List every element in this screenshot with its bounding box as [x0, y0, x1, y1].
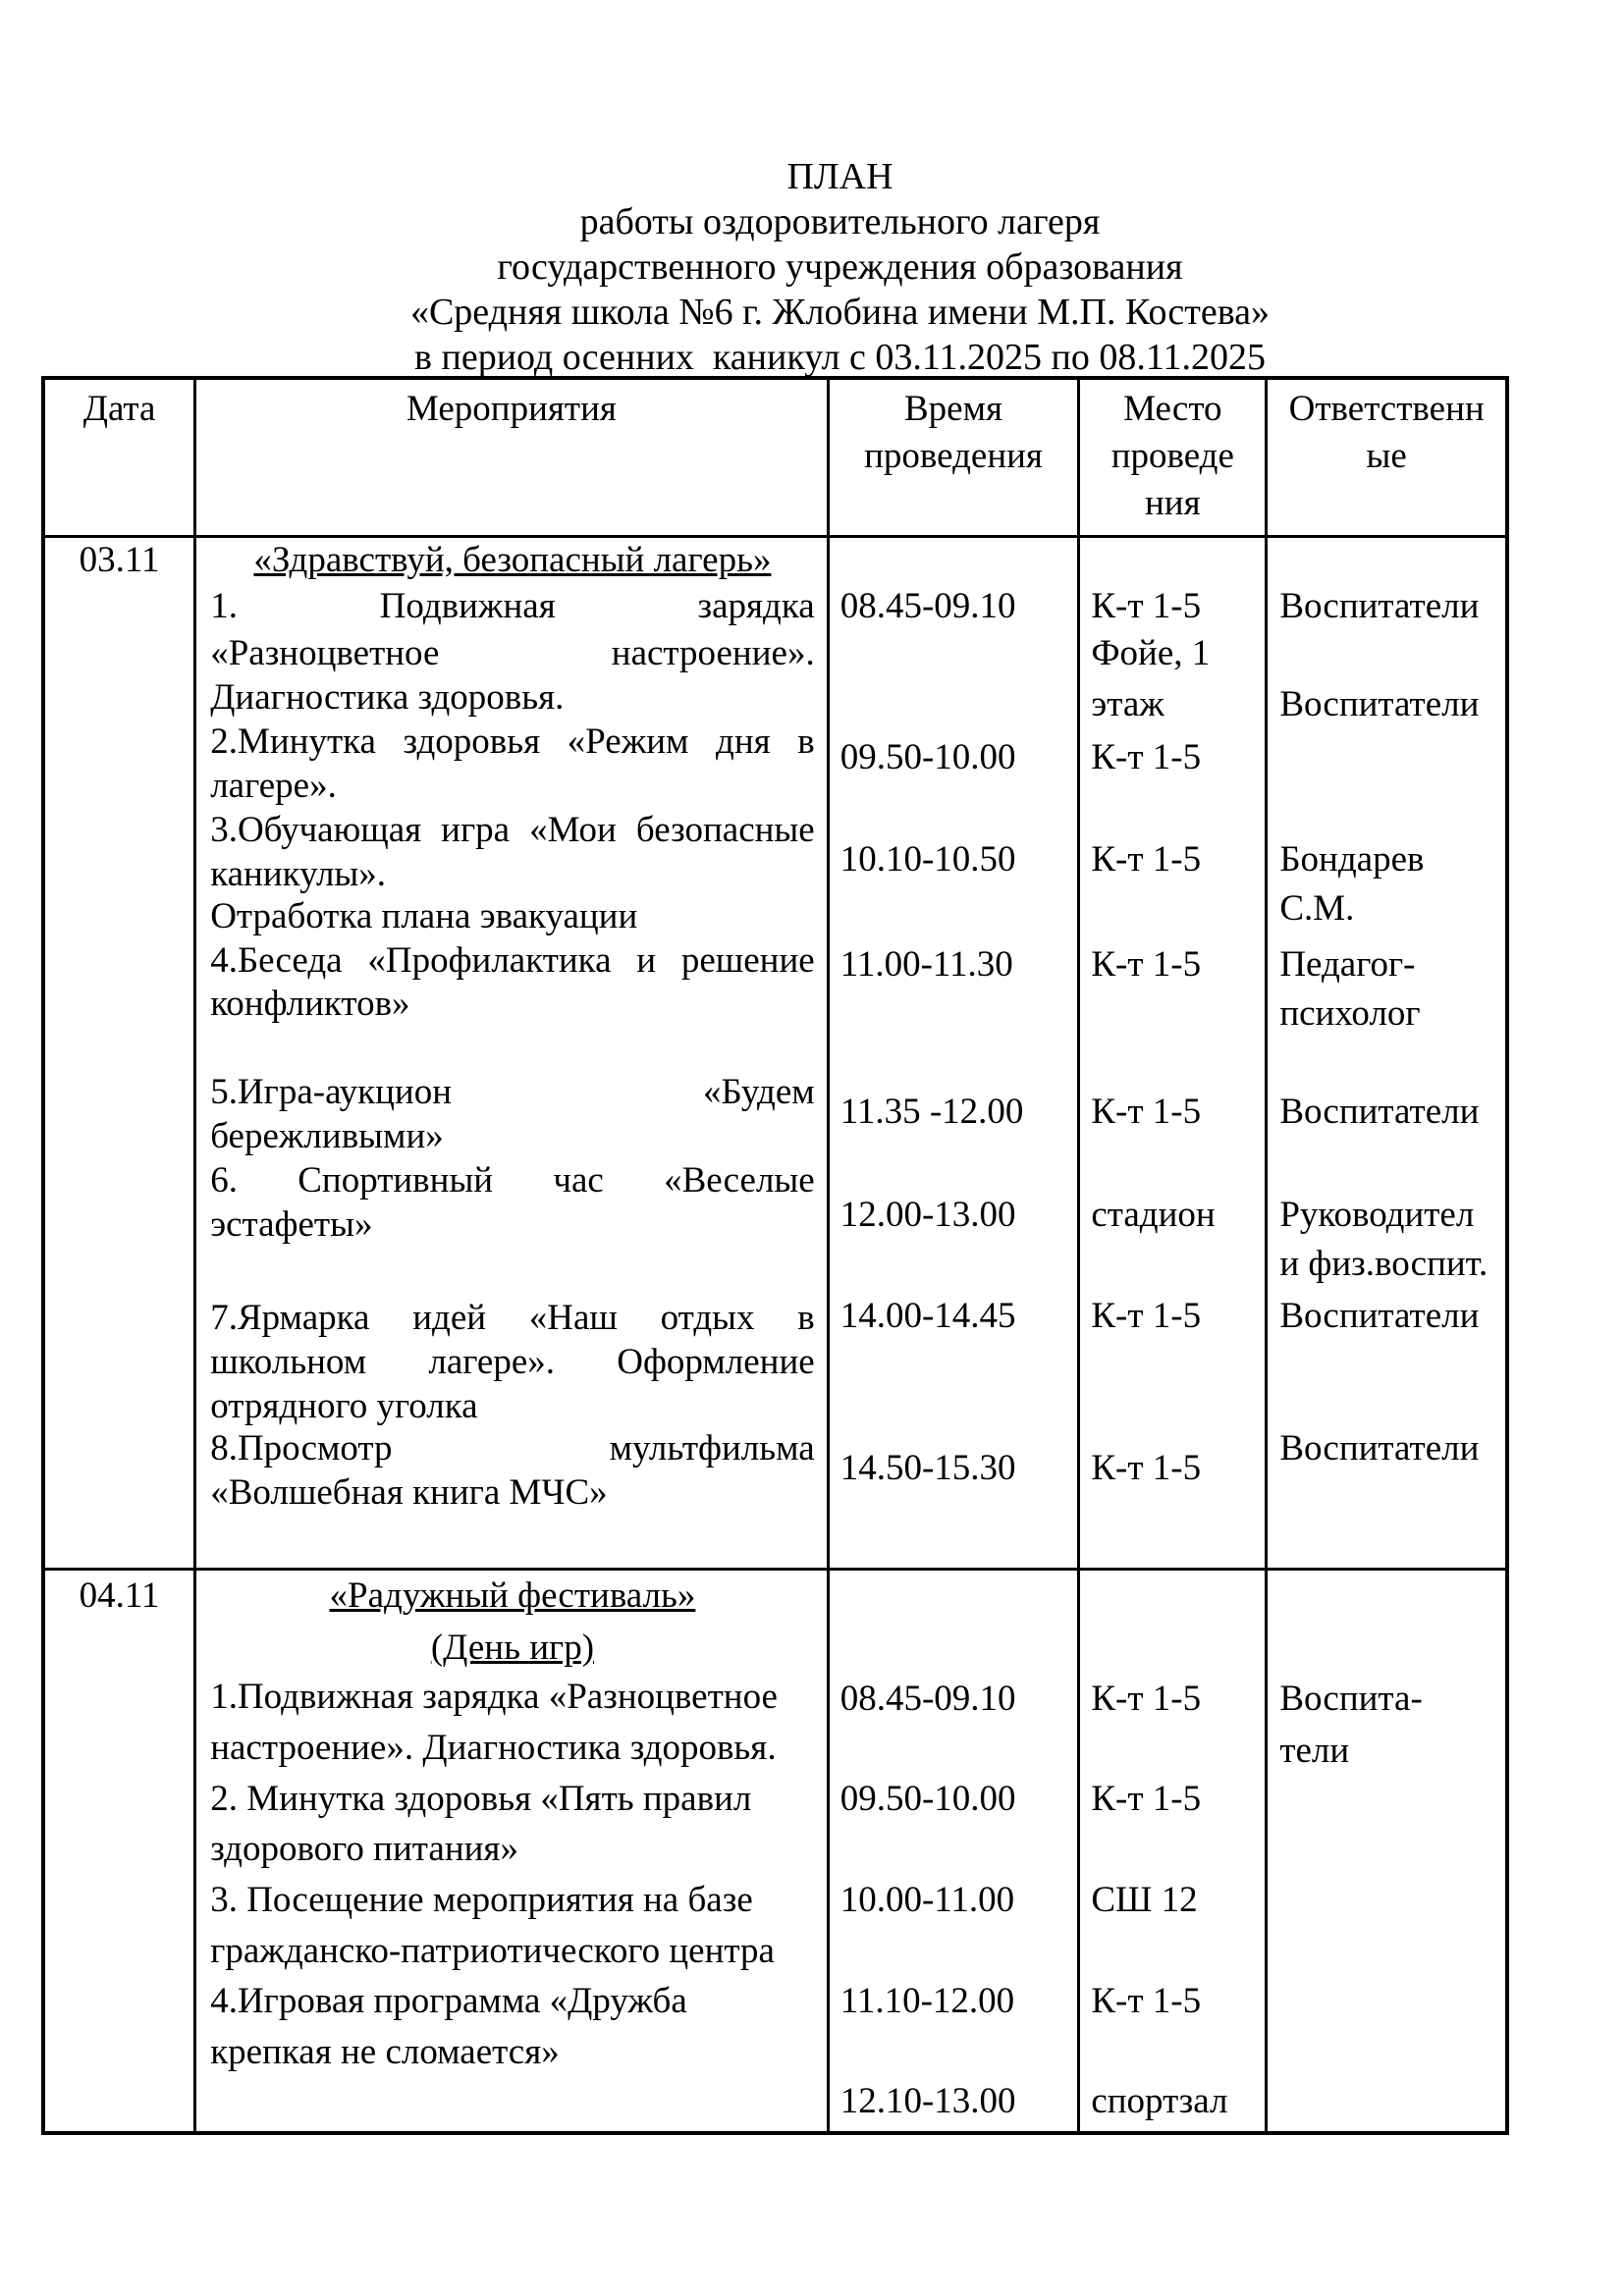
- event-line: 1. Подвижная зарядка: [210, 586, 815, 626]
- title-line: ПЛАН: [786, 156, 893, 197]
- time-entry: 08.45-09.10: [839, 586, 1016, 626]
- time-entry: 12.10-13.00: [839, 2081, 1016, 2121]
- time-cell: [830, 1571, 1081, 2131]
- title-line: работы оздоровительного лагеря: [579, 201, 1101, 242]
- column-label: Время: [903, 389, 1003, 429]
- title-line: в период осенних каникул с 03.11.2025 по 08.11.2025: [414, 337, 1266, 378]
- resp-entry: Воспитатели: [1279, 1428, 1480, 1468]
- event-line: лагере».: [210, 766, 337, 806]
- event-line: 4.Игровая программа «Дружба: [210, 1981, 687, 2021]
- event-line: «Радужный фестиваль»: [329, 1575, 696, 1616]
- resp-entry: Воспитатели: [1279, 1296, 1480, 1336]
- header-cell-time: [830, 380, 1081, 535]
- date-entry: 03.11: [79, 540, 160, 580]
- date-cell: [45, 538, 196, 1568]
- place-entry: К-т 1-5: [1091, 1679, 1202, 1719]
- column-label: Дата: [82, 389, 156, 429]
- header-cell-resp: [1268, 380, 1505, 535]
- event-line: здорового питания»: [210, 1829, 518, 1869]
- place-entry: К-т 1-5: [1091, 1092, 1202, 1132]
- event-line: 1.Подвижная зарядка «Разноцветное: [210, 1677, 778, 1717]
- event-line: конфликтов»: [210, 984, 410, 1024]
- column-label: Мероприятия: [406, 389, 617, 429]
- resp-entry: Руководител: [1279, 1195, 1475, 1235]
- event-line: 2. Минутка здоровья «Пять правил: [210, 1779, 752, 1819]
- time-entry: 09.50-10.00: [839, 1779, 1016, 1819]
- schedule-table: [41, 376, 1509, 2135]
- event-line: 5.Игра-аукцион «Будем: [210, 1072, 815, 1112]
- resp-entry: Воспита-: [1279, 1679, 1423, 1719]
- column-label: проведения: [864, 436, 1043, 476]
- event-line: 3. Посещение мероприятия на базе: [210, 1880, 753, 1920]
- header-row: [45, 380, 1505, 535]
- place-entry: этаж: [1091, 684, 1164, 724]
- place-cell: [1080, 1571, 1268, 2131]
- time-entry: 11.00-11.30: [839, 944, 1013, 985]
- event-line: гражданско-патриотического центра: [210, 1931, 775, 1971]
- day-row: [45, 1568, 1505, 2131]
- time-entry: 14.50-15.30: [839, 1448, 1016, 1488]
- event-line: школьном лагере». Оформление: [210, 1342, 815, 1382]
- event-line: Диагностика здоровья.: [210, 677, 565, 718]
- place-entry: К-т 1-5: [1091, 737, 1202, 777]
- resp-cell: [1268, 1571, 1505, 2131]
- place-entry: К-т 1-5: [1091, 1448, 1202, 1488]
- event-line: бережливыми»: [210, 1116, 444, 1156]
- day-row-cells: [45, 538, 1505, 1568]
- event-line: каникулы».: [210, 854, 387, 894]
- header-cell-date: [45, 380, 196, 535]
- time-cell: [830, 538, 1081, 1568]
- day-row: [45, 535, 1505, 1568]
- resp-cell: [1268, 538, 1505, 1568]
- event-line: 6. Спортивный час «Веселые: [210, 1160, 815, 1201]
- resp-entry: Воспитатели: [1279, 1092, 1480, 1132]
- event-line: 2.Минутка здоровья «Режим дня в: [210, 721, 815, 762]
- time-entry: 11.35 -12.00: [839, 1092, 1024, 1132]
- place-entry: К-т 1-5: [1091, 586, 1202, 626]
- place-entry: К-т 1-5: [1091, 944, 1202, 985]
- time-entry: 12.00-13.00: [839, 1195, 1016, 1235]
- place-entry: СШ 12: [1091, 1880, 1198, 1920]
- day-row-cells: [45, 1571, 1505, 2131]
- column-label: ые: [1366, 436, 1407, 476]
- title-line: «Средняя школа №6 г. Жлобина имени М.П. Костева»: [409, 292, 1271, 333]
- column-label: Ответственн: [1288, 389, 1485, 429]
- header-cell-place: [1080, 380, 1268, 535]
- event-line: «Разноцветное настроение».: [210, 633, 815, 673]
- resp-entry: тели: [1279, 1731, 1350, 1771]
- place-entry: стадион: [1091, 1195, 1216, 1235]
- event-line: крепкая не сломается»: [210, 2032, 560, 2072]
- time-entry: 08.45-09.10: [839, 1679, 1016, 1719]
- event-line: (День игр): [430, 1628, 595, 1668]
- place-entry: К-т 1-5: [1091, 839, 1202, 880]
- event-line: 3.Обучающая игра «Мои безопасные: [210, 810, 815, 850]
- place-entry: спортзал: [1091, 2081, 1228, 2121]
- event-line: Отработка плана эвакуации: [210, 896, 638, 936]
- resp-entry: Воспитатели: [1279, 684, 1480, 724]
- title-line: государственного учреждения образования: [497, 246, 1183, 288]
- event-line: 4.Беседа «Профилактика и решение: [210, 940, 815, 981]
- event-line: эстафеты»: [210, 1204, 373, 1245]
- time-entry: 10.10-10.50: [839, 839, 1016, 880]
- time-entry: 10.00-11.00: [839, 1880, 1015, 1920]
- event-line: настроение». Диагностика здоровья.: [210, 1728, 777, 1768]
- date-entry: 04.11: [79, 1575, 160, 1616]
- column-label: Место: [1123, 389, 1222, 429]
- event-line: 8.Просмотр мультфильма: [210, 1428, 815, 1468]
- place-entry: К-т 1-5: [1091, 1981, 1202, 2021]
- place-entry: К-т 1-5: [1091, 1779, 1202, 1819]
- event-line: «Волшебная книга МЧС»: [210, 1472, 608, 1513]
- events-cell: [196, 1571, 830, 2131]
- place-cell: [1080, 538, 1268, 1568]
- document-title: [56, 154, 1624, 380]
- date-cell: [45, 1571, 196, 2131]
- event-line: отрядного уголка: [210, 1386, 478, 1426]
- resp-entry: психолог: [1279, 993, 1421, 1034]
- resp-entry: Бондарев: [1279, 839, 1425, 880]
- event-line: 7.Ярмарка идей «Наш отдых в: [210, 1298, 815, 1338]
- event-line: «Здравствуй, безопасный лагерь»: [253, 540, 772, 580]
- column-label: ния: [1145, 483, 1201, 523]
- place-entry: Фойе, 1: [1091, 633, 1211, 673]
- resp-entry: С.М.: [1279, 888, 1355, 929]
- header-cell-events: [196, 380, 830, 535]
- resp-entry: Воспитатели: [1279, 586, 1480, 626]
- place-entry: К-т 1-5: [1091, 1296, 1202, 1336]
- resp-entry: и физ.воспит.: [1279, 1244, 1489, 1284]
- events-cell: [196, 538, 830, 1568]
- resp-entry: Педагог-: [1279, 944, 1416, 985]
- time-entry: 11.10-12.00: [839, 1981, 1015, 2021]
- header-row-cells: [45, 380, 1505, 535]
- column-label: проведе: [1110, 436, 1234, 476]
- time-entry: 14.00-14.45: [839, 1296, 1016, 1336]
- time-entry: 09.50-10.00: [839, 737, 1016, 777]
